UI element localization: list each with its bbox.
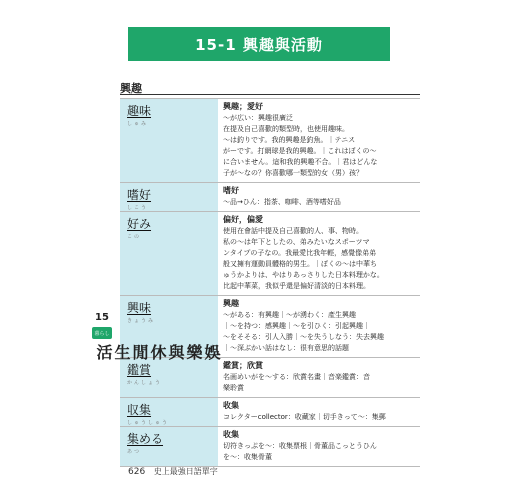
definition-title: 收集 (223, 430, 239, 439)
book-title: 史上最強日語單字 (153, 467, 218, 476)
header-title: 15-1 興趣與活動 (195, 35, 323, 54)
definition-line: 〜がある：有興趣｜〜が湧わく：產生興趣 (223, 311, 356, 319)
vocab-definition (218, 358, 420, 397)
definition-line: を〜：收集骨董 (223, 453, 272, 461)
chapter-badge: 暮らし (92, 327, 112, 339)
term-reading: しこう (127, 205, 149, 211)
definition-title: 興趣 (223, 299, 239, 308)
chapter-number: 15 (95, 312, 109, 323)
term-reading: あつ (127, 449, 142, 455)
definition-line: 名画めいがを〜する：欣賞名畫｜音楽鑑賞：音 (223, 373, 370, 381)
vocab-table (120, 98, 420, 467)
vocab-term (120, 99, 218, 182)
term-word: 集める (127, 432, 164, 446)
definition-title: 偏好，偏愛 (223, 215, 263, 224)
definition-line: 在提及自己喜歡的類型時，也使用趣味。 (223, 125, 349, 133)
vocab-term (120, 427, 218, 466)
vocab-row (120, 212, 420, 296)
definition-line: 〜品→ひん：指茶、咖啡、酒等嗜好品 (223, 198, 341, 206)
vocab-term (120, 398, 218, 426)
vocab-definition (218, 99, 420, 182)
vocab-term (120, 212, 218, 295)
term-word: 鑑賞 (127, 363, 152, 377)
term-word: 興味 (127, 301, 152, 315)
definition-line: ンタイプの子なの。我最愛比我年輕，感覺像弟弟 (223, 249, 377, 257)
definition-line: 〜が広い：興趣很廣泛 (223, 114, 293, 122)
chapter-title: 娛樂與休閒生活 (94, 344, 221, 360)
definition-line: に合いません。這和我的興趣不合。｜君はどんな (223, 158, 378, 166)
vocab-row (120, 99, 420, 183)
definition-line: 子が〜なの？你喜歡哪一類型的女（男）孩？ (223, 169, 363, 177)
definition-line: 〜は釣りです。我的興趣是釣魚。｜テニス (223, 136, 356, 144)
vocab-term (120, 183, 218, 211)
section-title: 興趣 (120, 82, 142, 95)
definition-line: コレクターcollector：收藏家｜切手きって〜：集郵 (223, 413, 386, 421)
term-reading: きょうみ (127, 318, 156, 324)
vocab-definition (218, 212, 420, 295)
definition-line: がーです。打網球是我的興趣。｜これはぼくの〜 (223, 147, 377, 155)
term-reading: しゅうしゅう (127, 420, 170, 426)
page-footer (128, 466, 218, 477)
definition-line: 比起中華菜，我似乎還是偏好清淡的日本料理。 (223, 282, 370, 290)
definition-line: ゅうかよりは、やはりあっさりした日本料理かな。 (223, 271, 384, 279)
vocab-definition (218, 398, 420, 426)
vocab-row (120, 398, 420, 427)
term-reading: この (127, 234, 142, 240)
definition-title: 興趣；愛好 (223, 102, 263, 111)
term-word: 好み (127, 217, 152, 231)
definition-line: 〜をそそる：引人入勝｜〜を失うしなう：失去興趣 (223, 333, 384, 341)
definition-line: 般又擁有運動員體格的男生。｜ぼくの〜は中華ち (223, 260, 377, 268)
term-word: 趣味 (127, 104, 152, 118)
page-number: 626 (128, 467, 146, 477)
vocab-row (120, 427, 420, 467)
term-word: 嗜好 (127, 188, 152, 202)
definition-title: 鑑賞；欣賞 (223, 361, 263, 370)
term-word: 収集 (127, 403, 152, 417)
definition-line: 切符きっぷを〜：收集票根｜骨董品こっとうひん (223, 442, 377, 450)
section-divider (120, 94, 420, 95)
definition-line: 私の〜は年下としたの、弟みたいなスポーツマ (223, 238, 370, 246)
definition-line: 使用在會話中提及自己喜歡的人、事、物時。 (223, 227, 363, 235)
definition-title: 收集 (223, 401, 239, 410)
vocab-term (120, 358, 218, 397)
vocab-row (120, 358, 420, 398)
term-reading: かんしょう (127, 380, 163, 386)
term-reading: しゅみ (127, 121, 149, 127)
vocab-definition (218, 296, 420, 357)
vocab-definition (218, 427, 420, 466)
vocab-definition (218, 183, 420, 211)
definition-line: 樂聆賞 (223, 384, 244, 392)
definition-title: 嗜好 (223, 186, 239, 195)
chapter-header (128, 27, 390, 61)
definition-line: ｜〜深ぶかい話はなし：很有意思的話題 (223, 344, 349, 352)
definition-line: ｜〜を持つ：感興趣｜〜を引ひく：引起興趣｜ (223, 322, 370, 330)
vocab-row (120, 183, 420, 212)
